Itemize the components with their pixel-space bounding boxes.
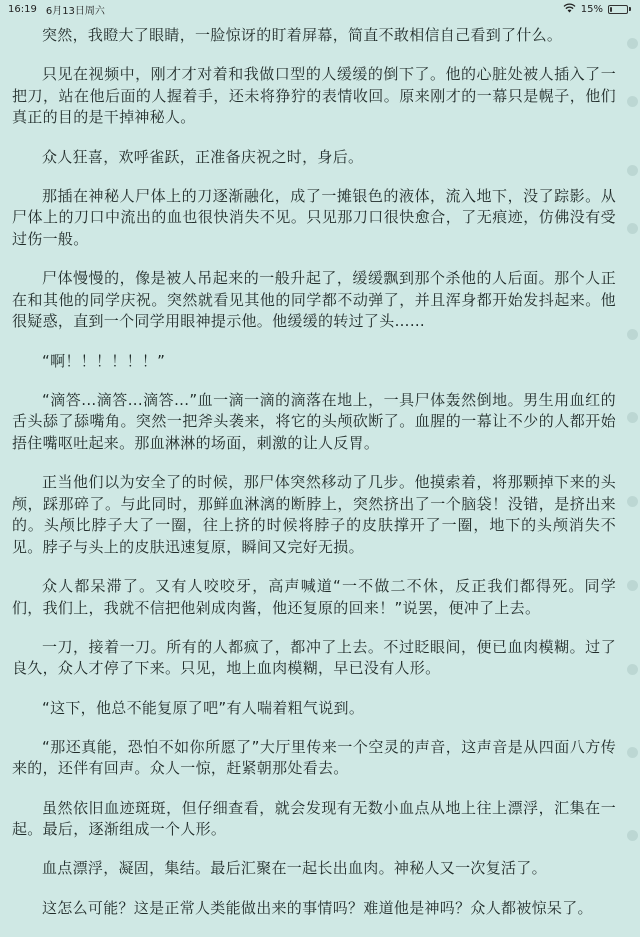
article-paragraph: 尸体慢慢的，像是被人吊起来的一般升起了，缓缓飘到那个杀他的人后面。那个人正在和其他的同学庆祝。突然就看见其他的同学都不动弹了，并且浑身都开始发抖起来。他很疑惑，直到一个同学用眼神提示他。他缓缓的转过了头……	[12, 269, 616, 331]
scroll-indicator-dot	[627, 830, 638, 841]
article-body	[12, 25, 616, 937]
scroll-indicator-dot	[627, 664, 638, 675]
battery-shell	[608, 5, 628, 14]
article-paragraph: “这下，他总不能复原了吧”有人喘着粗气说到。	[42, 698, 365, 717]
article-paragraph: 那插在神秘人尸体上的刀逐渐融化，成了一摊银色的液体，流入地下，没了踪影。从尸体上的刀口中流出的血也很快消失不见。只见那刀口很快愈合，了无痕迹，仿佛没有受过伤一般。	[12, 186, 616, 248]
article-paragraph: “啊！！！！！！”	[42, 351, 166, 370]
article-paragraph: 只见在视频中，刚才才对着和我做口型的人缓缓的倒下了。他的心脏处被人插入了一把刀，站在他后面的人握着手，还未将狰狞的表情收回。原来刚才的一幕只是幌子，他们真正的目的是干掉神秘人。	[12, 65, 616, 127]
status-left	[8, 2, 105, 17]
battery-nub	[629, 7, 631, 11]
scroll-indicator-dot	[627, 329, 638, 340]
wifi-icon	[563, 3, 576, 16]
article-paragraph: 众人狂喜，欢呼雀跃，正准备庆祝之时，身后。	[42, 147, 364, 166]
article-paragraph: “那还真能，恐怕不如你所愿了”大厅里传来一个空灵的声音，这声音是从四面八方传来的，还伴有回声。众人一惊，赶紧朝那处看去。	[12, 737, 616, 778]
scroll-indicator-dot	[627, 96, 638, 107]
battery-percent: 15%	[580, 3, 603, 15]
article-paragraph: “滴答...滴答...滴答...”血一滴一滴的滴落在地上，一具尸体轰然倒地。男生用血红的舌头舔了舔嘴角。突然一把斧头袭来，将它的头颅砍断了。血腥的一幕让不少的人都开始捂住嘴呕吐起来。那血淋淋的场面，刺激的让人反胃。	[12, 390, 616, 452]
article-paragraph: 虽然依旧血迹斑斑，但仔细查看，就会发现有无数小血点从地上往上漂浮，汇集在一起。最后，逐渐组成一个人形。	[12, 798, 616, 839]
scroll-indicator-dot	[627, 496, 638, 507]
scroll-indicator-dot	[627, 223, 638, 234]
scroll-rail	[624, 18, 640, 853]
status-date: 6月13日周六	[45, 5, 105, 17]
article-paragraph: 正当他们以为安全了的时候，那尸体突然移动了几步。他摸索着，将那颗掉下来的头颅，踩那碎了。与此同时，那鲜血淋漓的断脖上，突然挤出了一个脑袋！没错，是挤出来的。头颅比脖子大了一圈，往上挤的时候将脖子的皮肤撑开了一圈，地下的头颅消失不见。脖子与头上的皮肤迅速复原，瞬间又完好无损。	[12, 473, 616, 556]
article-paragraph: 一刀，接着一刀。所有的人都疯了，都冲了上去。不过眨眼间，便已血肉模糊。过了良久，众人才停了下来。只见，地上血肉模糊，早已没有人形。	[12, 637, 616, 678]
battery-icon	[608, 5, 631, 14]
battery-fill	[610, 7, 612, 12]
article-paragraph: 突然，我瞪大了眼睛，一脸惊讶的盯着屏幕，简直不敢相信自己看到了什么。	[42, 26, 563, 44]
scroll-indicator-dot	[627, 165, 638, 176]
status-right	[563, 3, 631, 16]
scroll-indicator-dot	[627, 38, 638, 49]
status-time: 16:19	[8, 3, 37, 15]
scroll-indicator-dot	[627, 412, 638, 423]
article-paragraph: 血点漂浮，凝固，集结。最后汇聚在一起长出血肉。神秘人又一次复活了。	[42, 859, 547, 878]
scroll-indicator-dot	[627, 747, 638, 758]
article-paragraph: 这怎么可能？这是正常人类能做出来的事情吗？难道他是神吗？众人都被惊呆了。	[42, 898, 593, 917]
scroll-indicator-dot	[627, 580, 638, 591]
status-bar	[0, 0, 640, 18]
article-paragraph: 众人都呆滞了。又有人咬咬牙，高声喊道“一不做二不休，反正我们都得死。同学们，我们上，我就不信把他剁成肉酱，他还复原的回来！”说罢，便冲了上去。	[12, 577, 616, 617]
